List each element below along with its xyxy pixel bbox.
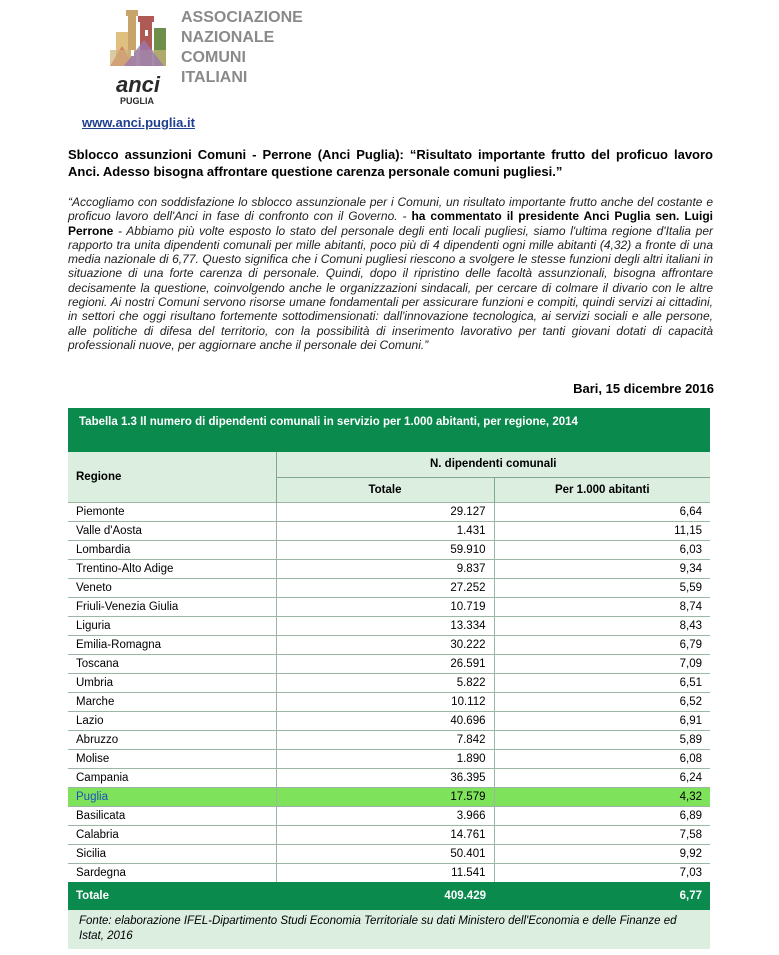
cell-region: Toscana — [68, 654, 276, 673]
cell-total: 13.334 — [276, 616, 494, 635]
table-row — [68, 863, 710, 882]
column-header-region: Regione — [68, 452, 276, 502]
cell-per1000: 5,59 — [494, 578, 710, 597]
cell-region: Piemonte — [68, 502, 276, 521]
anci-puglia-logo — [104, 6, 174, 106]
cell-total: 1.431 — [276, 521, 494, 540]
cell-region: Campania — [68, 768, 276, 787]
table-body — [68, 502, 710, 882]
table-row — [68, 502, 710, 521]
cell-per1000: 6,24 — [494, 768, 710, 787]
cell-total: 14.761 — [276, 825, 494, 844]
cell-total: 5.822 — [276, 673, 494, 692]
quote-text-1: “Accogliamo con soddisfazione lo sblocco assunzionale per i Comuni, un risultato importante frutto anche del costante e proficuo lavoro dell'Anci in fase di confronto con il Governo. - — [68, 195, 713, 224]
cell-total: 30.222 — [276, 635, 494, 654]
table-row — [68, 578, 710, 597]
table-row — [68, 806, 710, 825]
column-group-header: N. dipendenti comunali — [276, 452, 710, 477]
cell-per1000: 6,52 — [494, 692, 710, 711]
cell-per1000: 6,89 — [494, 806, 710, 825]
organization-name — [181, 8, 341, 88]
cell-per1000: 9,92 — [494, 844, 710, 863]
cell-total: 27.252 — [276, 578, 494, 597]
cell-total: 3.966 — [276, 806, 494, 825]
column-header-total: Totale — [276, 477, 494, 502]
cell-region: Puglia — [68, 787, 276, 806]
cell-per1000: 6,64 — [494, 502, 710, 521]
table-row — [68, 673, 710, 692]
table-row — [68, 844, 710, 863]
cell-per1000: 9,34 — [494, 559, 710, 578]
cell-per1000: 8,43 — [494, 616, 710, 635]
cell-per1000: 5,89 — [494, 730, 710, 749]
quote-text-2: - Abbiamo più volte esposto lo stato del personale degli enti locali pugliesi, siamo l'ultima regione d'Italia per rapporto tra unita dipendenti comunali per mille abitanti, poco più di 4 dipendenti ogni mille abitanti (4,32) a fronte di una media nazionale di 6,77. Questo significa che i Comuni pugliesi riescono a svolgere le stesse funzioni degli altri italiani in situazione di una forte carenza di personale. Quindi, dopo il ripristino delle facoltà assunzionali, bisogna affrontare decisamente la questione, coinvolgendo anche le organizzazioni sindacali, per cercare di colmare il divario con le altre regioni. Ai nostri Comuni servono risorse umane fondamentali per assicurare funzioni e compiti, quindi servizi ai cittadini, in settori che oggi risultano fortemente sottodimensionati: dall'innovazione tecnologica, ai servizi sociali e alle persone, alle politiche di difesa del territorio, con la possibilità di inserimento lavorativo per tanti giovani dotati di capacità professionali nuove, per aggiornare anche il personale dei Comuni.” — [68, 223, 713, 352]
cell-region: Liguria — [68, 616, 276, 635]
cell-region: Sardegna — [68, 863, 276, 882]
cell-per1000: 6,51 — [494, 673, 710, 692]
cell-total: 17.579 — [276, 787, 494, 806]
cell-total: 40.696 — [276, 711, 494, 730]
cell-total: 11.541 — [276, 863, 494, 882]
cell-per1000: 8,74 — [494, 597, 710, 616]
cell-region: Veneto — [68, 578, 276, 597]
cell-per1000: 6,79 — [494, 635, 710, 654]
cell-per1000: 7,09 — [494, 654, 710, 673]
cell-per1000: 4,32 — [494, 787, 710, 806]
org-name-line-1: ASSOCIAZIONE — [181, 9, 303, 26]
cell-total: 10.112 — [276, 692, 494, 711]
quote-speaker: ha commentato il presidente Anci Puglia sen. Luigi Perrone — [68, 209, 713, 238]
data-table — [68, 452, 710, 910]
table-row — [68, 692, 710, 711]
cell-per1000: 7,58 — [494, 825, 710, 844]
table-row — [68, 540, 710, 559]
cell-total: 50.401 — [276, 844, 494, 863]
cell-total: 59.910 — [276, 540, 494, 559]
cell-per1000: 6,08 — [494, 749, 710, 768]
org-name-line-4: ITALIANI — [181, 69, 248, 86]
cell-region: Trentino-Alto Adige — [68, 559, 276, 578]
svg-text:PUGLIA: PUGLIA — [120, 96, 155, 106]
cell-region: Umbria — [68, 673, 276, 692]
cell-total: 10.719 — [276, 597, 494, 616]
org-name-line-2: NAZIONALE — [181, 29, 275, 46]
article-quote — [68, 195, 713, 352]
cell-total: 9.837 — [276, 559, 494, 578]
cell-per1000: 6,03 — [494, 540, 710, 559]
employees-table — [68, 408, 710, 949]
cell-total: 36.395 — [276, 768, 494, 787]
website-link[interactable]: www.anci.puglia.it — [82, 115, 195, 130]
cell-region: Abruzzo — [68, 730, 276, 749]
cell-region: Emilia-Romagna — [68, 635, 276, 654]
cell-per1000: 11,15 — [494, 521, 710, 540]
cell-region: Molise — [68, 749, 276, 768]
cell-region: Basilicata — [68, 806, 276, 825]
cell-total: 7.842 — [276, 730, 494, 749]
cell-region: Sicilia — [68, 844, 276, 863]
cell-total: 29.127 — [276, 502, 494, 521]
cell-region: Calabria — [68, 825, 276, 844]
article-dateline: Bari, 15 dicembre 2016 — [573, 381, 714, 396]
article-headline: Sblocco assunzioni Comuni - Perrone (Anci Puglia): “Risultato importante frutto del proficuo lavoro Anci. Adesso bisogna affrontare questione carenza personale comuni pugliesi.” — [68, 147, 713, 179]
table-row — [68, 559, 710, 578]
cell-region: Lombardia — [68, 540, 276, 559]
cell-region: Marche — [68, 692, 276, 711]
svg-text:anci: anci — [116, 72, 161, 97]
cell-per1000: 7,03 — [494, 863, 710, 882]
table-row — [68, 768, 710, 787]
table-row — [68, 654, 710, 673]
table-source-note: Fonte: elaborazione IFEL-Dipartimento Studi Economia Territoriale su dati Ministero dell'Economia e delle Finanze ed Istat, 2016 — [68, 910, 710, 949]
table-row — [68, 521, 710, 540]
org-name-line-3: COMUNI — [181, 49, 246, 66]
cell-region: Friuli-Venezia Giulia — [68, 597, 276, 616]
cell-region: Lazio — [68, 711, 276, 730]
table-total-row — [68, 882, 710, 910]
total-label: Totale — [68, 882, 276, 910]
table-row — [68, 730, 710, 749]
cell-total: 26.591 — [276, 654, 494, 673]
town-skyline-icon — [104, 6, 174, 106]
cell-region: Valle d'Aosta — [68, 521, 276, 540]
cell-total: 1.890 — [276, 749, 494, 768]
total-value: 409.429 — [276, 882, 494, 910]
table-row — [68, 825, 710, 844]
total-per1000: 6,77 — [494, 882, 710, 910]
table-row — [68, 787, 710, 806]
table-title: Tabella 1.3 Il numero di dipendenti comunali in servizio per 1.000 abitanti, per regione, 2014 — [68, 408, 710, 452]
table-row — [68, 711, 710, 730]
table-row — [68, 616, 710, 635]
table-row — [68, 749, 710, 768]
table-row — [68, 597, 710, 616]
cell-per1000: 6,91 — [494, 711, 710, 730]
column-header-per1000: Per 1.000 abitanti — [494, 477, 710, 502]
table-row — [68, 635, 710, 654]
